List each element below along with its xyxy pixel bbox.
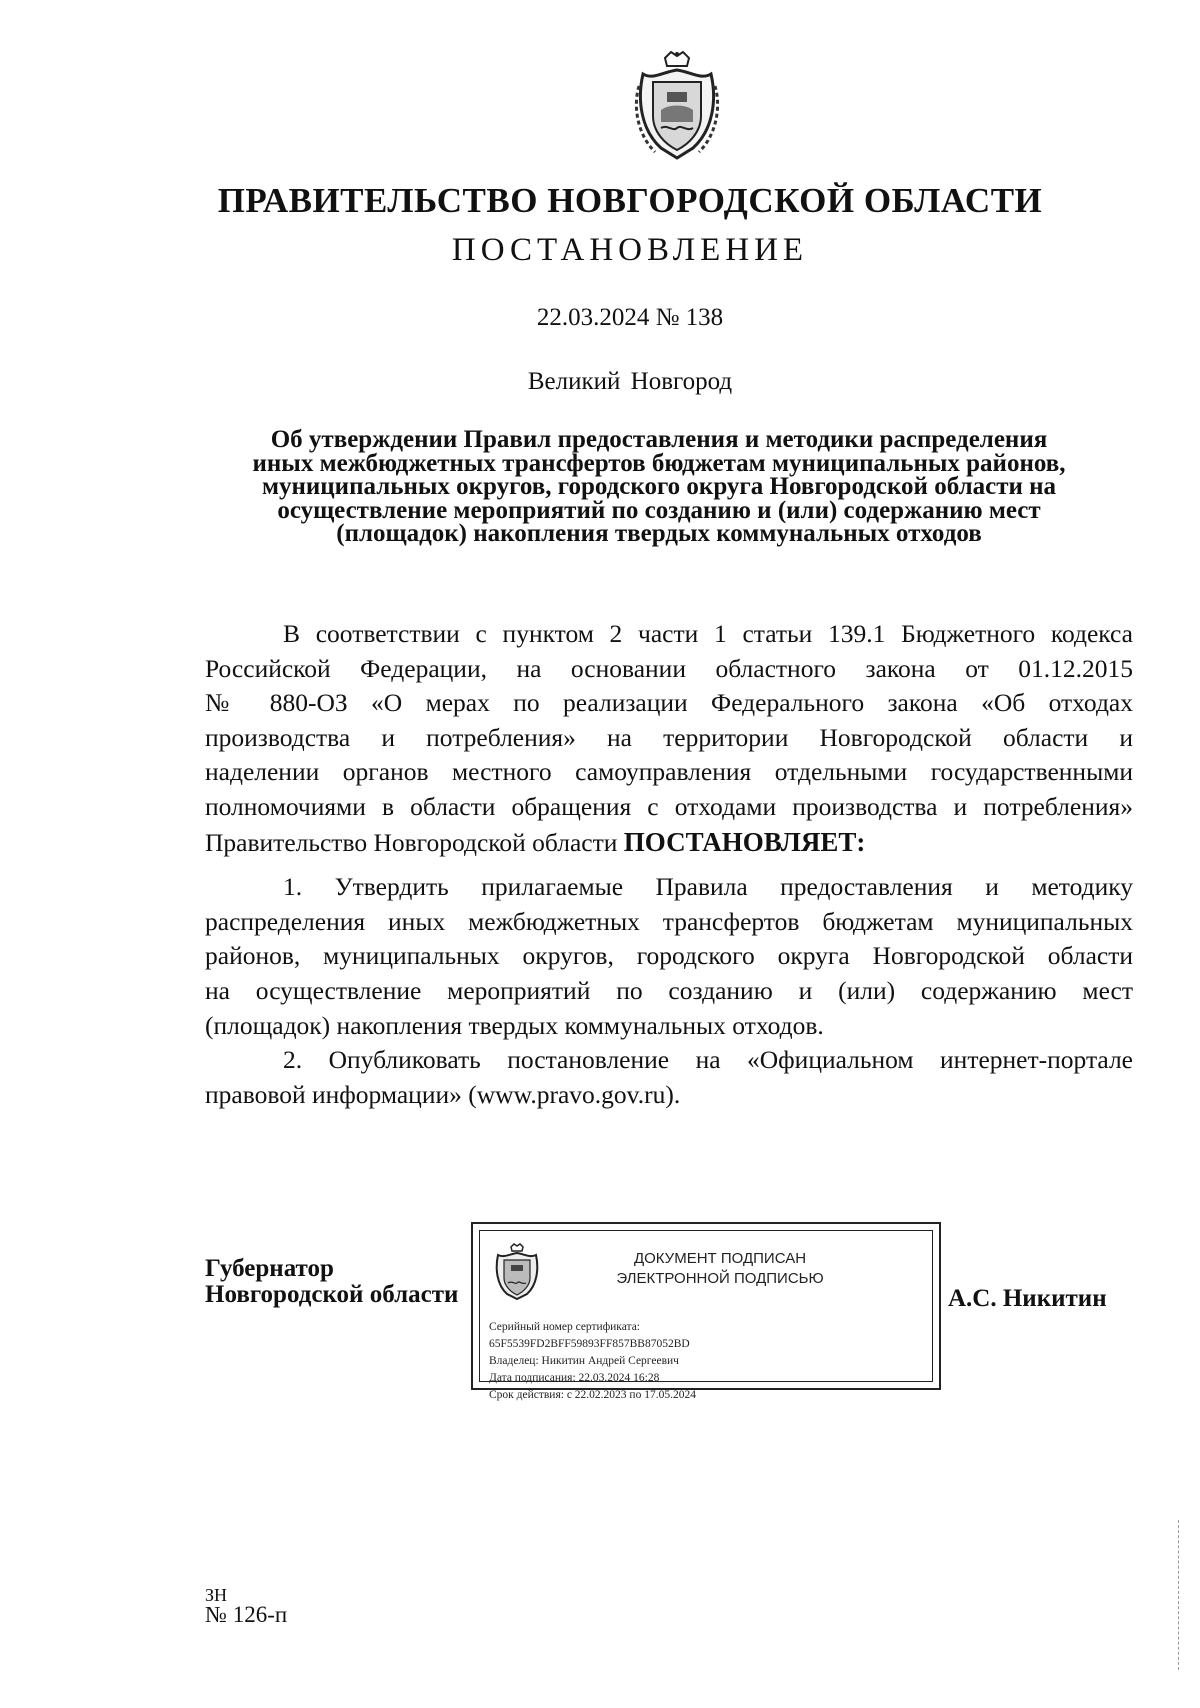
item-line: 2. Опубликовать постановление на «Официальном интернет-портале	[283, 1045, 1133, 1075]
preamble-line: № 880-ОЗ «О мерах по реализации Федерального закона «Об отходах	[205, 688, 1133, 718]
stamp-frame	[479, 1230, 933, 1401]
electronic-signature-stamp	[471, 1222, 941, 1401]
stamp-coat-of-arms-icon	[492, 1243, 542, 1301]
preamble-paragraph	[205, 617, 1133, 860]
preamble-line: Российской Федерации, на основании областного закона от 01.12.2015	[205, 653, 1133, 683]
item-1-paragraph	[205, 870, 1133, 1043]
preamble-line: В соответствии с пунктом 2 части 1 статьи 139.1 Бюджетного кодекса	[283, 619, 1133, 648]
stamp-owner: Владелец: Никитин Андрей Сергеевич	[489, 1355, 679, 1367]
decree-word: ПОСТАНОВЛЯЕТ:	[623, 826, 866, 857]
stamp-title-line: ДОКУМЕНТ ПОДПИСАН	[633, 1250, 807, 1267]
scan-edge-mark	[1178, 1520, 1179, 1670]
document-city: Великий Новгород	[527, 368, 733, 395]
subject-line: (площадок) накопления твердых коммунальных отходов	[336, 520, 982, 547]
item-2-paragraph	[205, 1043, 1133, 1112]
document-date-number: 22.03.2024 № 138	[536, 304, 724, 331]
item-line: (площадок) накопления твердых коммунальных отходов.	[205, 1010, 824, 1040]
preamble-final-line	[205, 825, 1133, 861]
stamp-serial-label: Серийный номер сертификата:	[489, 1321, 640, 1333]
document-footer	[205, 1585, 287, 1625]
footer-number: № 126-п	[205, 1602, 288, 1627]
signatory-position-line: Новгородской области	[205, 1281, 459, 1308]
government-title: ПРАВИТЕЛЬСТВО НОВГОРОДСКОЙ ОБЛАСТИ	[217, 181, 1043, 220]
stamp-validity: Срок действия: с 22.02.2023 по 17.05.2024	[489, 1389, 696, 1401]
signatory-position-line: Губернатор	[205, 1255, 334, 1282]
stamp-title-line: ЭЛЕКТРОННОЙ ПОДПИСЬЮ	[616, 1270, 824, 1287]
item-line: 1. Утвердить прилагаемые Правила предоставления и методику	[283, 872, 1133, 902]
item-line: районов, муниципальных округов, городского округа Новгородской области	[205, 941, 1133, 971]
document-type: ПОСТАНОВЛЕНИЕ	[451, 232, 809, 268]
preamble-line: производства и потребления» на территории Новгородской области и	[205, 722, 1133, 752]
preamble-last-line: Правительство Новгородской области	[205, 827, 618, 857]
stamp-title	[555, 1249, 885, 1289]
document-body	[205, 617, 1133, 1112]
stamp-signed-date: Дата подписания: 22.03.2024 16:28	[489, 1372, 660, 1384]
coat-of-arms-icon	[631, 50, 723, 162]
document-subject	[204, 428, 1114, 546]
preamble-line: наделении органов местного самоуправления отдельными государственными	[205, 757, 1133, 787]
subject-line: осуществление мероприятий по созданию и (или) содержанию мест	[277, 496, 1041, 524]
stamp-details	[489, 1319, 696, 1404]
signatory-name: А.С. Никитин	[948, 1285, 1107, 1312]
item-line: правовой информации» (www.pravo.gov.ru).	[205, 1079, 681, 1109]
preamble-line: полномочиями в области обращения с отходами производства и потребления»	[205, 791, 1133, 821]
subject-line: иных межбюджетных трансфертов бюджетам муниципальных районов,	[252, 449, 1066, 477]
subject-line: Об утверждении Правил предоставления и методики распределения	[270, 426, 1048, 453]
item-line: распределения иных межбюджетных трансфертов бюджетам муниципальных	[205, 906, 1133, 936]
footer-initials: ЗН	[205, 1585, 228, 1605]
item-line: на осуществление мероприятий по созданию и (или) содержанию мест	[205, 975, 1133, 1005]
signatory-position	[205, 1256, 458, 1308]
stamp-serial: 65F5539FD2BFF59893FF857BB87052BD	[489, 1338, 690, 1350]
subject-line: муниципальных округов, городского округа Новгородской области на	[261, 473, 1057, 500]
